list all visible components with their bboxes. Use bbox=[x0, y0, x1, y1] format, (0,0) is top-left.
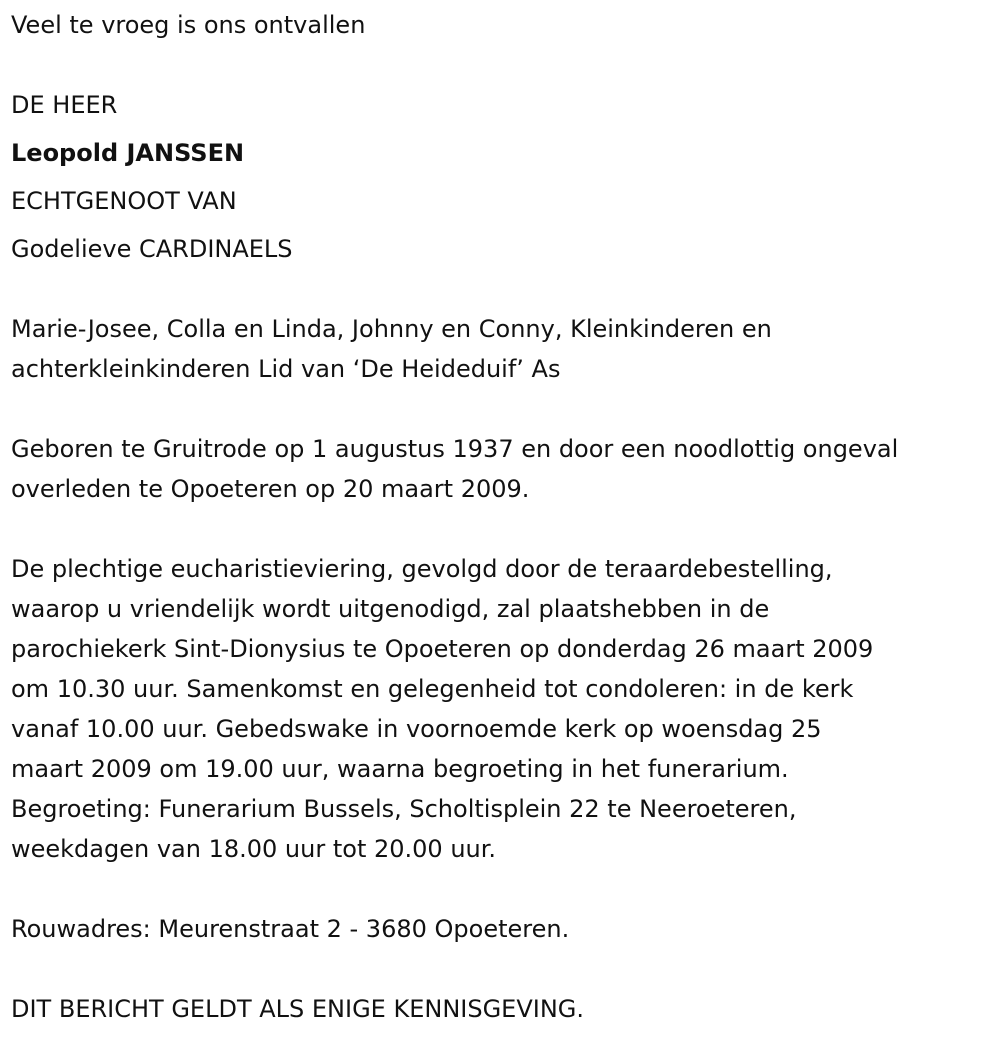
mourning-address: Rouwadres: Meurenstraat 2 - 3680 Opoeteren. bbox=[11, 915, 570, 943]
birth-death-paragraph bbox=[11, 429, 996, 509]
spouse-name: Godelieve CARDINAELS bbox=[11, 235, 293, 263]
paragraph-line: overleden te Opoeteren op 20 maart 2009. bbox=[11, 475, 530, 503]
ceremony-paragraph bbox=[11, 549, 996, 869]
notice-text: DIT BERICHT GELDT ALS ENIGE KENNISGEVING. bbox=[11, 995, 585, 1023]
relation-label: ECHTGENOOT VAN bbox=[11, 187, 237, 215]
paragraph-line: De plechtige eucharistieviering, gevolgd door de teraardebestelling, bbox=[11, 555, 833, 583]
paragraph-line: waarop u vriendelijk wordt uitgenodigd, zal plaatshebben in de bbox=[11, 595, 770, 623]
paragraph-line: parochiekerk Sint-Dionysius te Opoeteren op donderdag 26 maart 2009 bbox=[11, 635, 874, 663]
paragraph-line: om 10.30 uur. Samenkomst en gelegenheid tot condoleren: in de kerk bbox=[11, 675, 854, 703]
paragraph-line: Begroeting: Funerarium Bussels, Scholtisplein 22 te Neeroeteren, bbox=[11, 795, 797, 823]
paragraph-line: achterkleinkinderen Lid van ‘De Heideduif’ As bbox=[11, 355, 561, 383]
paragraph-line: maart 2009 om 19.00 uur, waarna begroeting in het funerarium. bbox=[11, 755, 789, 783]
family-paragraph bbox=[11, 309, 996, 389]
deceased-name: Leopold JANSSEN bbox=[11, 139, 245, 167]
paragraph-line: weekdagen van 18.00 uur tot 20.00 uur. bbox=[11, 835, 497, 863]
paragraph-line: vanaf 10.00 uur. Gebedswake in voornoemde kerk op woensdag 25 bbox=[11, 715, 822, 743]
honorific: DE HEER bbox=[11, 91, 118, 119]
paragraph-line: Marie-Josee, Colla en Linda, Johnny en Conny, Kleinkinderen en bbox=[11, 315, 772, 343]
intro-text: Veel te vroeg is ons ontvallen bbox=[11, 11, 366, 39]
paragraph-line: Geboren te Gruitrode op 1 augustus 1937 en door een noodlottig ongeval bbox=[11, 435, 899, 463]
